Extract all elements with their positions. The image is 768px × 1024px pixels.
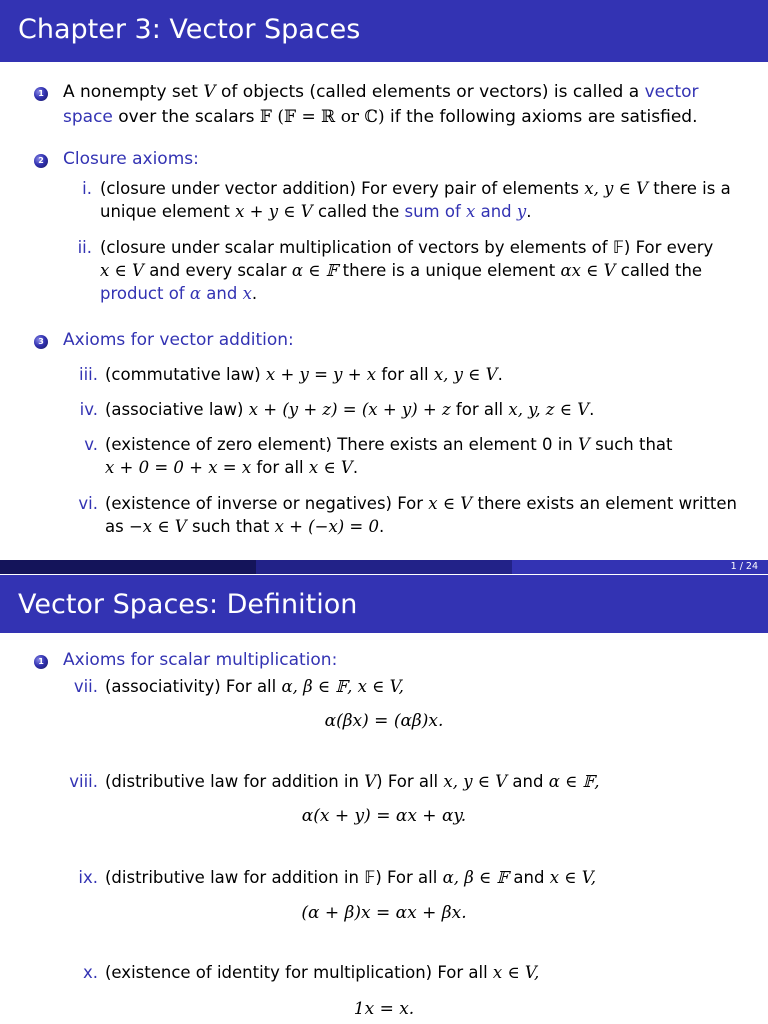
definition-line-2	[63, 107, 697, 127]
math: x + (y + z) = (x + y) + z	[248, 400, 451, 419]
text: there exists an element written	[477, 494, 737, 513]
text: and	[206, 284, 238, 303]
text: ) For all	[376, 772, 439, 791]
text: unique element	[100, 202, 230, 221]
axiom-x	[105, 963, 539, 982]
math-alpha: α	[189, 284, 202, 303]
math: x ∈ V	[428, 494, 473, 513]
term-space: space	[63, 107, 113, 127]
bullet-2: 2	[34, 154, 48, 168]
text: and	[512, 772, 544, 791]
roman-iii: iii.	[79, 365, 98, 384]
math: x ∈ V,	[549, 868, 597, 887]
text: (existence of identity for multiplication) For all	[105, 963, 488, 982]
math: α ∈ 𝔽	[291, 261, 338, 280]
equation-viii: α(x + y) = αx + αy.	[301, 806, 467, 826]
math: x, y ∈ V	[443, 772, 508, 791]
text: and	[513, 868, 545, 887]
math-V: V	[364, 772, 377, 791]
text: (existence of zero element) There exists an element 0 in	[105, 435, 573, 454]
math-F: 𝔽	[259, 107, 272, 127]
roman-x: x.	[82, 963, 98, 982]
text: for all	[381, 365, 429, 384]
term-product	[100, 284, 252, 303]
math: x + y = y + x	[265, 365, 377, 384]
text: there is a unique element	[342, 261, 556, 280]
math: x ∈ V	[100, 261, 144, 280]
roman-i: i.	[82, 179, 92, 198]
axiom-ii-line-2	[100, 261, 702, 280]
vector-addition-heading: Axioms for vector addition:	[63, 330, 294, 350]
axiom-iv: (associative law) x + (y + z) = (x + y) + z for all x, y, z ∈ V.	[105, 400, 595, 419]
math: α, β ∈ 𝔽, x ∈ V,	[281, 677, 404, 696]
text: such that	[191, 517, 270, 536]
definition-line-1	[63, 82, 699, 102]
footer-bar	[0, 560, 768, 574]
axiom-v-line-2: x + 0 = 0 + x = x for all x ∈ V.	[105, 458, 359, 477]
slide-title: Vector Spaces: Definition	[0, 575, 768, 633]
roman-vi: vi.	[78, 494, 98, 513]
text: over the scalars	[118, 107, 255, 127]
closure-heading: Closure axioms:	[63, 149, 199, 169]
text: there is a	[653, 179, 731, 198]
text: for all	[455, 400, 504, 419]
text: (existence of inverse or negatives) For	[105, 494, 424, 513]
text: called the	[317, 202, 400, 221]
axiom-ii-line-3: product of α and x.	[100, 284, 258, 303]
axiom-ix	[105, 868, 596, 887]
math: α, β ∈ 𝔽	[442, 868, 509, 887]
text: as	[105, 517, 124, 536]
math: x ∈ V,	[492, 963, 540, 982]
axiom-vi-line-1	[105, 494, 737, 513]
math: x, y ∈ V	[433, 365, 498, 384]
axiom-viii	[105, 772, 600, 791]
math: αx ∈ V	[560, 261, 616, 280]
bullet-3: 3	[34, 335, 48, 349]
text: of objects (called elements or vectors) is called a	[221, 82, 640, 102]
text: and	[480, 202, 512, 221]
page-number: 1 / 24	[730, 561, 758, 572]
axiom-i-line-1	[100, 179, 731, 198]
roman-ix: ix.	[78, 868, 98, 887]
math-x: x	[466, 202, 476, 221]
text: (associative law)	[105, 400, 244, 419]
bullet-1: 1	[34, 87, 48, 101]
slide-2	[0, 575, 768, 1024]
equation-x: 1x = x.	[353, 999, 415, 1019]
math: x + (−x) = 0	[274, 517, 380, 536]
text: such that	[595, 435, 673, 454]
text: (closure under vector addition) For every pair of elements	[100, 179, 580, 198]
math-V: V	[203, 82, 216, 102]
equation-vii: α(βx) = (αβ)x.	[324, 711, 444, 731]
text: (distributive law for addition in	[105, 772, 359, 791]
roman-vii: vii.	[73, 677, 98, 696]
text: (associativity) For all	[105, 677, 277, 696]
text: A nonempty set	[63, 82, 198, 102]
bullet-1: 1	[34, 655, 48, 669]
footer-segment-left	[0, 560, 256, 574]
math-x: x	[242, 284, 252, 303]
math-V: V	[578, 435, 590, 454]
axiom-vi-line-2: as −x ∈ V such that x + (−x) = 0.	[105, 517, 385, 536]
roman-ii: ii.	[77, 238, 92, 257]
math: x + 0 = 0 + x = x	[105, 458, 252, 477]
math: x ∈ V	[308, 458, 353, 477]
text: sum of	[404, 202, 461, 221]
scalar-multiplication-heading: Axioms for scalar multiplication:	[63, 650, 338, 670]
text: for all	[256, 458, 304, 477]
text: and every scalar	[149, 261, 287, 280]
math: x, y ∈ V	[584, 179, 649, 198]
roman-iv: iv.	[79, 400, 98, 419]
term-sum	[405, 202, 527, 221]
text: product of	[100, 284, 185, 303]
slide-title: Chapter 3: Vector Spaces	[0, 0, 768, 62]
footer-segment-middle	[256, 560, 512, 574]
math-y: y	[516, 202, 527, 221]
math: −x ∈ V	[128, 517, 187, 536]
math: x + y ∈ V	[235, 202, 313, 221]
axiom-ii-line-1: (closure under scalar multiplication of vectors by elements of 𝔽) For every	[100, 238, 714, 257]
axiom-v-line-1	[105, 435, 673, 454]
axiom-i-line-2: unique element x + y ∈ V called the sum of x and y.	[100, 202, 532, 221]
equation-ix: (α + β)x = αx + βx.	[301, 903, 467, 923]
term-vector: vector	[644, 82, 699, 102]
axiom-vii	[105, 677, 404, 696]
text: (commutative law)	[105, 365, 261, 384]
footer-segment-right	[512, 560, 768, 574]
math-F-def: (𝔽 = ℝ or ℂ)	[277, 107, 385, 127]
text: if the following axioms are satisfied.	[390, 107, 698, 127]
text: (distributive law for addition in 𝔽) For all	[105, 868, 438, 887]
axiom-iii: (commutative law) x + y = y + x for all x, y ∈ V.	[105, 365, 503, 384]
roman-v: v.	[84, 435, 98, 454]
math: α ∈ 𝔽,	[548, 772, 600, 791]
math: x, y, z ∈ V	[508, 400, 590, 419]
roman-viii: viii.	[69, 772, 98, 791]
text: called the	[620, 261, 703, 280]
